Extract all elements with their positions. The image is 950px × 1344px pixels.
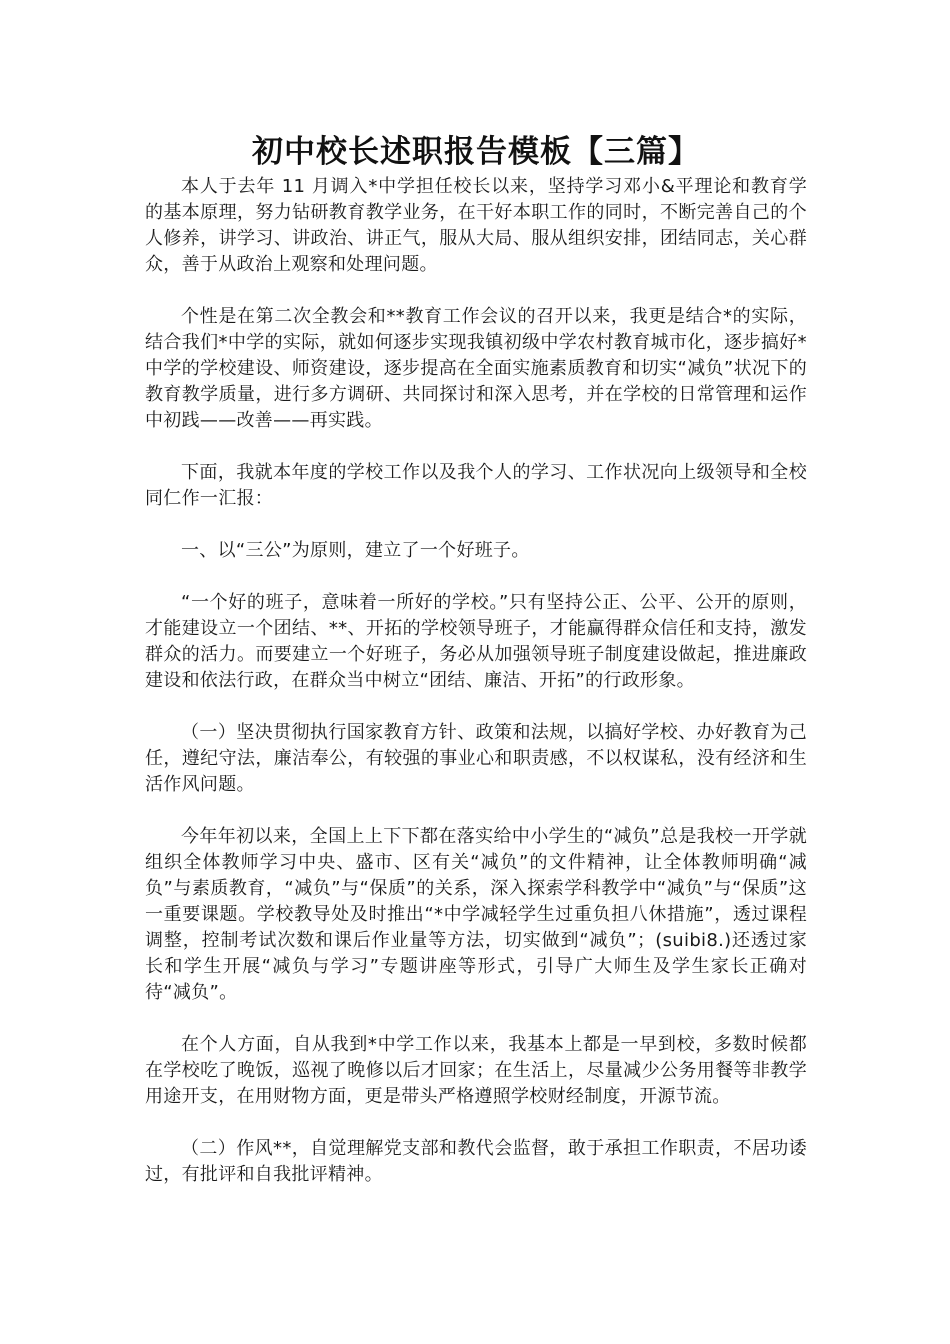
subsection-heading: （二）作风**，自觉理解党支部和教代会监督，敢于承担工作职责，不居功诿过，有批评和自我批评精神。 [145, 1138, 807, 1185]
subsection-heading: （一）坚决贯彻执行国家教育方针、政策和法规，以搞好学校、办好教育为己任，遵纪守法，廉洁奉公，有较强的事业心和职责感，不以权谋私，没有经济和生活作风问题。 [145, 722, 807, 795]
paragraph: 本人于去年 11 月调入*中学担任校长以来，坚持学习邓小&平理论和教育学的基本原理，努力钻研教育教学业务，在干好本职工作的同时，不断完善自己的个人修养，讲学习、讲政治、讲正气，服从大局、服从组织安排，团结同志，关心群众，善于从政治上观察和处理问题。 [145, 176, 807, 275]
paragraph: “一个好的班子，意味着一所好的学校。”只有坚持公正、公平、公开的原则，才能建设立一个团结、**、开拓的学校领导班子，才能赢得群众信任和支持，激发群众的活力。而要建立一个好班子，务必从加强领导班子制度建设做起，推进廉政建设和依法行政，在群众当中树立“团结、廉洁、开拓”的行政形象。 [145, 592, 807, 691]
paragraph: 今年年初以来，全国上上下下都在落实给中小学生的“减负”总是我校一开学就组织全体教师学习中央、盛市、区有关“减负”的文件精神，让全体教师明确“减负”与素质教育，“减负”与“保质”的关系，深入探索学科教学中“减负”与“保质”这一重要课题。学校教导处及时推出“*中学减轻学生过重负担八休措施”，透过课程调整，控制考试次数和课后作业量等方法，切实做到“减负”；(suibi8.)还透过家长和学生开展“减负与学习”专题讲座等形式，引导广大师生及学生家长正确对待“减负”。 [145, 826, 807, 1003]
document-body [145, 130, 807, 1214]
document-title: 初中校长述职报告模板【三篇】 [252, 134, 700, 170]
paragraph: 个性是在第二次全教会和**教育工作会议的召开以来，我更是结合*的实际，结合我们*中学的实际，就如何逐步实现我镇初级中学农村教育城市化，逐步搞好*中学的学校建设、师资建设，逐步提高在全面实施素质教育和切实“减负”状况下的教育教学质量，进行多方调研、共同探讨和深入思考，并在学校的日常管理和运作中初践——改善——再实践。 [145, 306, 807, 431]
paragraph: 下面，我就本年度的学校工作以及我个人的学习、工作状况向上级领导和全校同仁作一汇报： [145, 462, 807, 509]
paragraph: 在个人方面，自从我到*中学工作以来，我基本上都是一早到校，多数时候都在学校吃了晚饭，巡视了晚修以后才回家；在生活上，尽量减少公务用餐等非教学用途开支，在用财物方面，更是带头严格遵照学校财经制度，开源节流。 [145, 1034, 807, 1107]
section-heading: 一、以“三公”为原则，建立了一个好班子。 [181, 540, 530, 561]
